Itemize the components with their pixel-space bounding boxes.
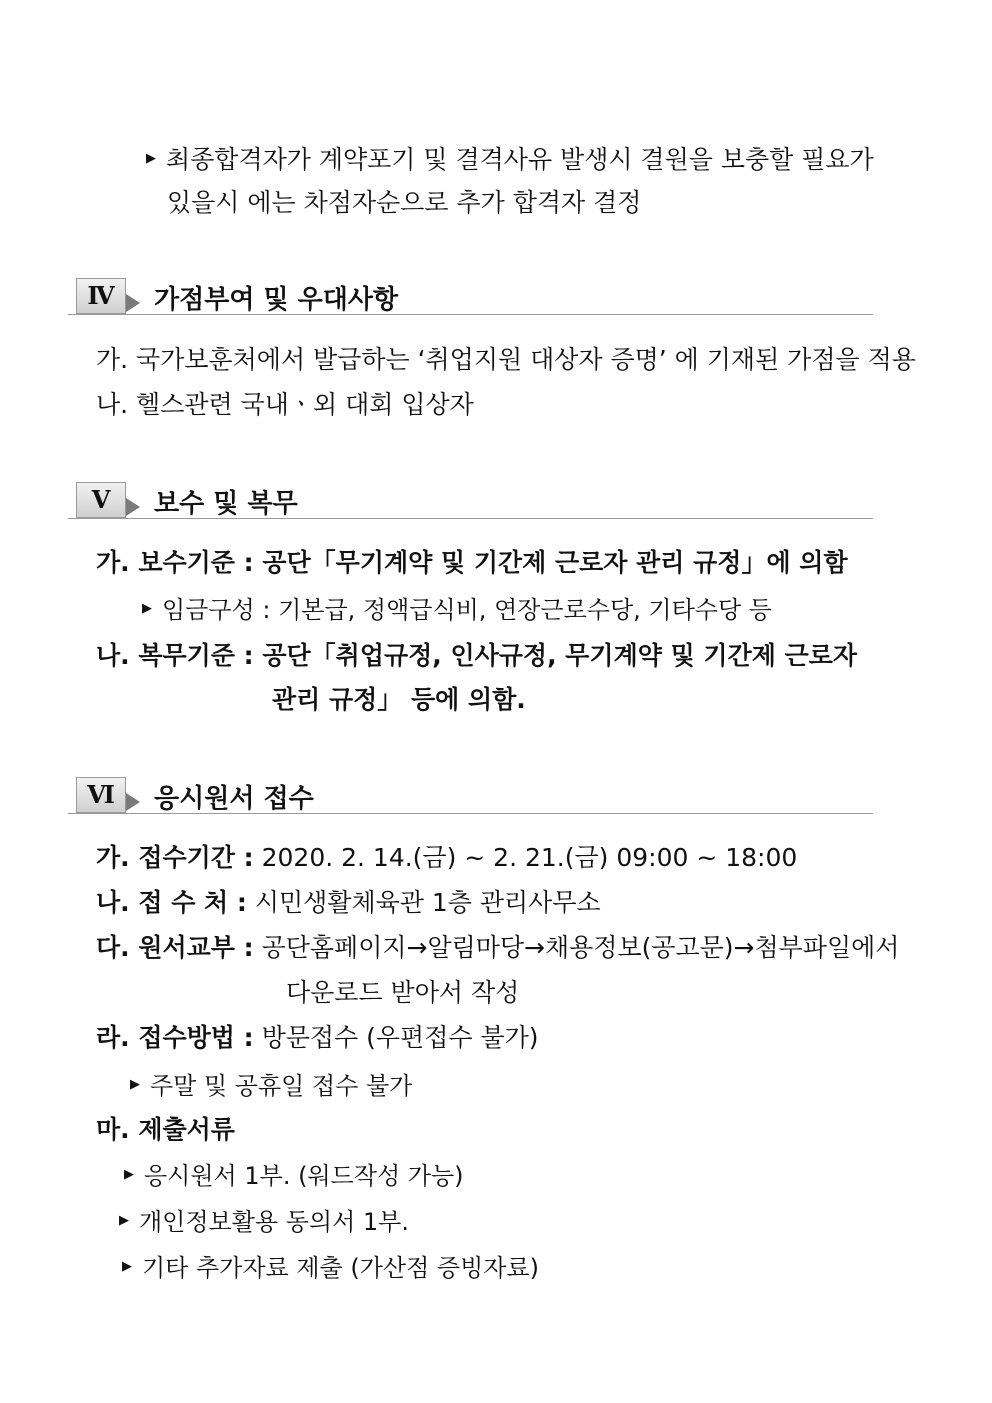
form-value-2: 다운로드 받아서 작성: [286, 978, 520, 1007]
method-sub: ▶ 주말 및 공휴일 접수 불가: [130, 1072, 413, 1100]
pay-label: 가. 보수기준 :: [96, 548, 254, 577]
triangle-right-icon: ▶: [146, 150, 156, 166]
form-label: 다. 원서교부 :: [96, 933, 254, 962]
triangle-right-icon: ▶: [124, 1166, 134, 1182]
form-row: [96, 928, 899, 964]
form-value: 공단홈페이지→알림마당→채용정보(공고문)→첨부파일에서: [261, 933, 900, 962]
list-item: ▶ 개인정보활용 동의서 1부.: [119, 1208, 409, 1236]
duty-label: 나. 복무기준 :: [96, 641, 254, 670]
pay-text: 공단「무기계약 및 기간제 근로자 관리 규정」에 의함: [262, 548, 848, 577]
method-row: [96, 1018, 539, 1054]
list-item: ▶ 응시원서 1부. (워드작성 가능): [124, 1162, 464, 1190]
period-label: 가. 접수기간 :: [96, 843, 254, 872]
list-item: 나. 헬스관련 국내ㆍ외 대회 입상자: [96, 390, 474, 419]
flag-icon: [126, 294, 140, 312]
flag-icon: [126, 498, 140, 516]
flag-icon: [126, 793, 140, 811]
period-row: [96, 838, 797, 874]
period-value: 2020. 2. 14.(금) ~ 2. 21.(금) 09:00 ~ 18:00: [261, 843, 798, 872]
section-title: 가점부여 및 우대사항: [154, 285, 399, 315]
section-number: Ⅴ: [76, 482, 126, 518]
intro-line-2: 있을시 에는 차점자순으로 추가 합격자 결정: [167, 188, 642, 217]
section-header-iv: [68, 270, 868, 322]
pay-sub: ▶ 임금구성 : 기본급, 정액급식비, 연장근로수당, 기타수당 등: [142, 596, 772, 624]
section-title: 보수 및 복무: [154, 489, 298, 519]
section-number: Ⅳ: [76, 278, 126, 314]
place-value: 시민생활체육관 1층 관리사무소: [254, 888, 601, 917]
section-number: Ⅵ: [76, 777, 126, 813]
docs-label: 마. 제출서류: [96, 1115, 235, 1144]
triangle-right-icon: ▶: [119, 1212, 129, 1228]
duty-text: 공단「취업규정, 인사규정, 무기계약 및 기간제 근로자: [262, 641, 858, 670]
place-row: [96, 883, 601, 919]
place-label: 나. 접 수 처 :: [96, 888, 247, 917]
duty-text-2: 관리 규정」 등에 의함.: [272, 685, 526, 714]
duty-standard: [96, 636, 857, 672]
triangle-right-icon: ▶: [142, 600, 152, 616]
triangle-right-icon: ▶: [122, 1258, 132, 1274]
method-label: 라. 접수방법 :: [96, 1023, 254, 1052]
section-header-v: [68, 474, 868, 526]
method-value: 방문접수 (우편접수 불가): [261, 1023, 539, 1052]
list-item: ▶ 기타 추가자료 제출 (가산점 증빙자료): [122, 1254, 540, 1282]
section-header-vi: [68, 769, 868, 821]
pay-standard: [96, 543, 848, 579]
list-item: 가. 국가보훈처에서 발급하는 ‘취업지원 대상자 증명’ 에 기재된 가점을 적용: [96, 345, 916, 374]
section-title: 응시원서 접수: [154, 784, 314, 814]
triangle-right-icon: ▶: [130, 1076, 140, 1092]
intro-line-1: ▶ 최종합격자가 계약포기 및 결격사유 발생시 결원을 보충할 필요가: [146, 145, 874, 174]
